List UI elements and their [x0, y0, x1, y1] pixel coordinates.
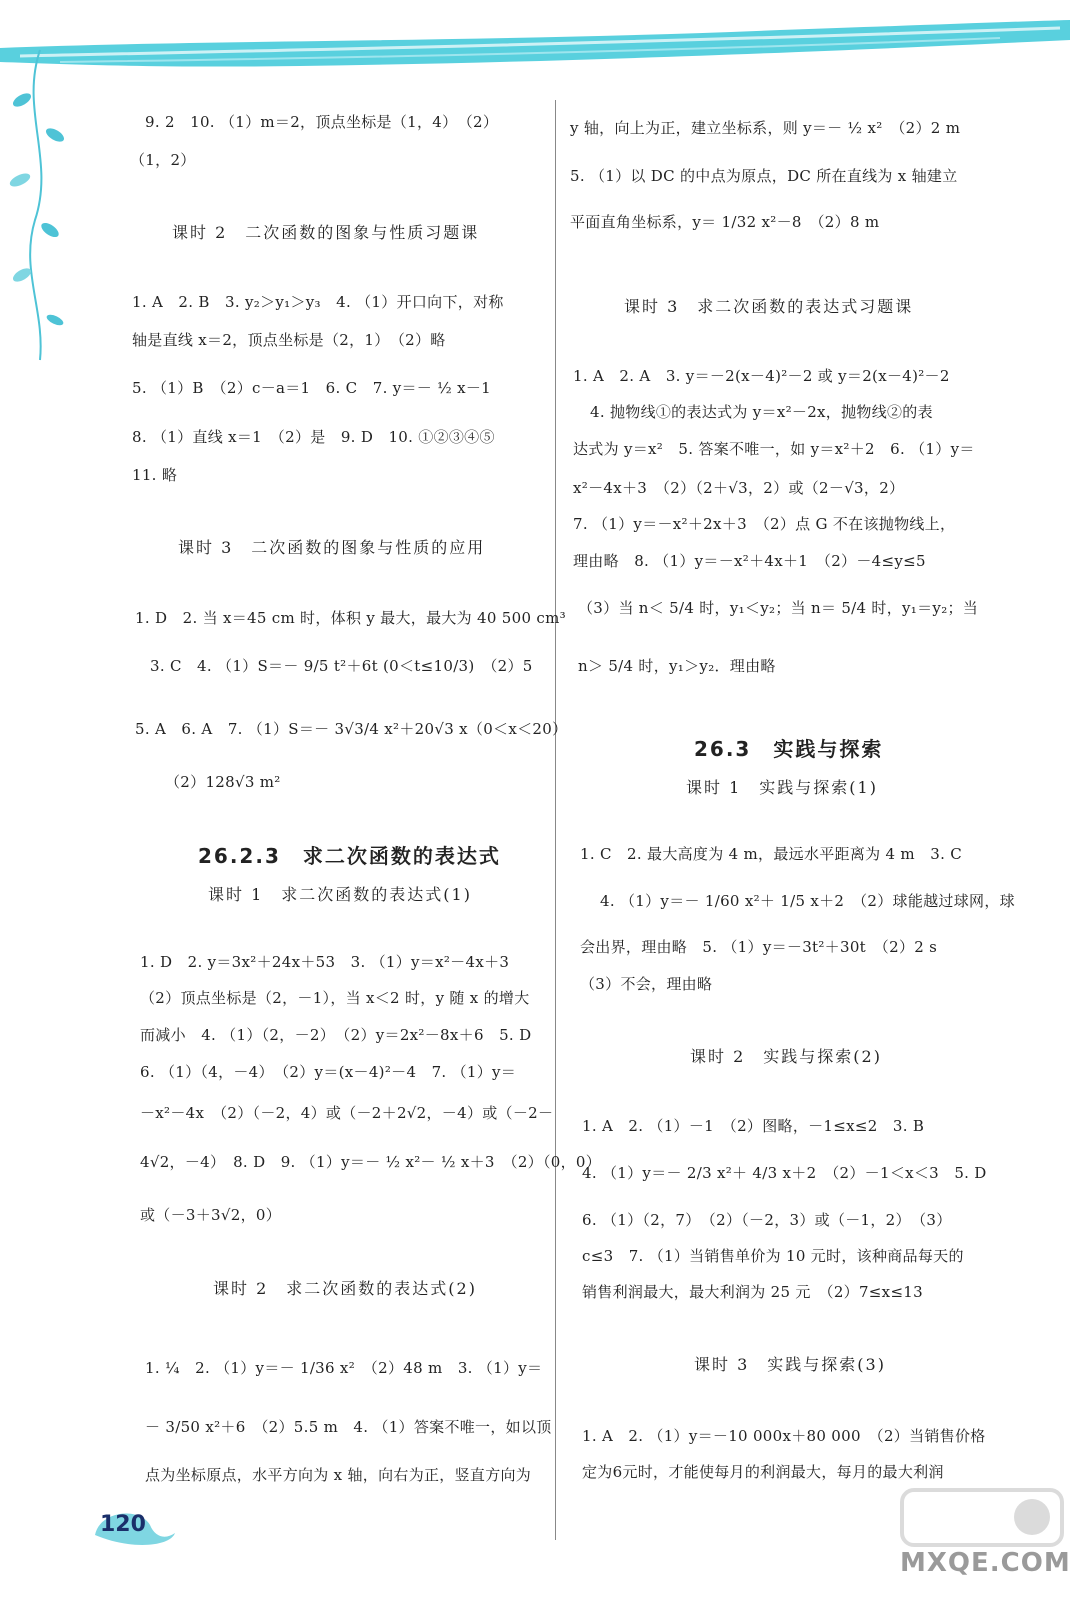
answer-line: 平面直角坐标系，y＝ 1/32 x²－8 （2）8 m — [570, 213, 880, 231]
answer-line: 定为6元时，才能使每月的利润最大，每月的最大利润 — [582, 1463, 944, 1481]
answer-line: 1. A 2. B 3. y₂＞y₁＞y₃ 4. （1）开口向下，对称 — [132, 293, 504, 311]
answer-line: 1. D 2. 当 x＝45 cm 时，体积 y 最大，最大为 40 500 cm³ — [135, 609, 566, 627]
answer-line: －x²－4x （2）（－2，4）或（－2＋2√2，－4）或（－2－ — [140, 1104, 554, 1122]
answer-line: 1. D 2. y＝3x²＋24x＋53 3. （1）y＝x²－4x＋3 — [140, 953, 510, 971]
answer-line: 销售利润最大，最大利润为 25 元 （2）7≤x≤13 — [582, 1283, 923, 1301]
lesson-title: 课时 2 二次函数的图象与性质习题课 — [172, 223, 480, 242]
answer-line: n＞ 5/4 时，y₁＞y₂．理由略 — [578, 657, 776, 675]
answer-line: 会出界，理由略 5. （1）y＝－3t²＋30t （2）2 s — [580, 938, 938, 956]
header-banner — [0, 0, 1091, 80]
answer-line: 8. （1）直线 x＝1 （2）是 9. D 10. ①②③④⑤ — [132, 428, 495, 446]
answer-line: 而减小 4. （1）（2，－2） （2）y＝2x²－8x＋6 5. D — [140, 1026, 532, 1044]
page-number: 120 — [100, 1512, 146, 1537]
answer-line: 达式为 y＝x² 5. 答案不唯一，如 y＝x²＋2 6. （1）y＝ — [573, 440, 975, 458]
answer-line: 1. A 2. （1）－1 （2）图略，－1≤x≤2 3. B — [582, 1117, 925, 1135]
vine-decoration-icon — [0, 40, 90, 370]
answer-line: 9. 2 10. （1）m＝2，顶点坐标是（1，4） （2） — [145, 113, 499, 131]
answer-line: 1. A 2. （1）y＝－10 000x＋80 000 （2）当销售价格 — [582, 1427, 986, 1445]
lesson-title: 课时 2 求二次函数的表达式(2) — [213, 1279, 477, 1298]
answer-line: 5. （1）B （2）c－a＝1 6. C 7. y＝－ ½ x－1 — [132, 379, 491, 397]
lesson-title: 课时 2 实践与探索(2) — [690, 1047, 882, 1066]
lesson-title: 课时 3 实践与探索(3) — [694, 1355, 886, 1374]
section-title: 26.2.3 求二次函数的表达式 — [198, 844, 501, 868]
answer-line: 轴是直线 x＝2，顶点坐标是（2，1） （2）略 — [132, 331, 446, 349]
answer-line: （1，2） — [130, 151, 196, 169]
answer-line: 1. A 2. A 3. y＝－2(x－4)²－2 或 y＝2(x－4)²－2 — [573, 367, 950, 385]
answer-line: 7. （1）y＝－x²＋2x＋3 （2）点 G 不在该抛物线上， — [573, 515, 956, 533]
answer-line: 6. （1）（2，7） （2）（－2，3）或（－1，2） （3） — [582, 1211, 952, 1229]
answer-line: （2）128√3 m² — [165, 773, 281, 791]
answer-line: 理由略 8. （1）y＝－x²＋4x＋1 （2）－4≤y≤5 — [573, 552, 926, 570]
answer-line: 5. A 6. A 7. （1）S＝－ 3√3/4 x²＋20√3 x（0＜x＜20） — [135, 720, 568, 738]
answer-line: 6. （1）（4，－4） （2）y＝(x－4)²－4 7. （1）y＝ — [140, 1063, 517, 1081]
answer-line: 1. ¼ 2. （1）y＝－ 1/36 x² （2）48 m 3. （1）y＝ — [145, 1359, 543, 1377]
answer-line: （2）顶点坐标是（2，－1），当 x＜2 时，y 随 x 的增大 — [140, 989, 530, 1007]
lesson-title: 课时 1 求二次函数的表达式(1) — [208, 885, 472, 904]
answer-line: 5. （1）以 DC 的中点为原点，DC 所在直线为 x 轴建立 — [570, 167, 958, 185]
answer-line: 4. （1）y＝－ 1/60 x²＋ 1/5 x＋2 （2）球能越过球网，球 — [600, 892, 1015, 910]
lesson-title: 课时 3 二次函数的图象与性质的应用 — [178, 538, 486, 557]
watermark-text: MXQE.COM — [900, 1548, 1071, 1578]
lesson-title: 课时 1 实践与探索(1) — [686, 778, 878, 797]
lesson-title: 课时 3 求二次函数的表达式习题课 — [624, 297, 914, 316]
column-divider — [555, 100, 556, 1540]
answer-line: 11. 略 — [132, 466, 178, 484]
answer-line: 3. C 4. （1）S＝－ 9/5 t²＋6t (0＜t≤10/3) （2）5 — [150, 657, 533, 675]
answer-line: x²－4x＋3 （2）（2＋√3，2）或（2－√3，2） — [573, 479, 905, 497]
answer-line: 4. （1）y＝－ 2/3 x²＋ 4/3 x＋2 （2）－1＜x＜3 5. D — [582, 1164, 987, 1182]
answer-line: 4√2，－4） 8. D 9. （1）y＝－ ½ x²－ ½ x＋3 （2）（0，0） — [140, 1153, 602, 1171]
answer-line: c≤3 7. （1）当销售单价为 10 元时，该种商品每天的 — [582, 1247, 964, 1265]
answer-line: － 3/50 x²＋6 （2）5.5 m 4. （1）答案不唯一，如以顶 — [145, 1418, 552, 1436]
answer-line: 或（－3＋3√2，0） — [140, 1206, 282, 1224]
answer-line: （3）不会，理由略 — [580, 975, 713, 993]
answer-line: y 轴，向上为正，建立坐标系，则 y＝－ ½ x² （2）2 m — [570, 119, 961, 137]
answer-line: 点为坐标原点，水平方向为 x 轴，向右为正，竖直方向为 — [145, 1466, 532, 1484]
answer-line: 4. 抛物线①的表达式为 y＝x²－2x，抛物线②的表 — [590, 403, 933, 421]
answer-line: （3）当 n＜ 5/4 时，y₁＜y₂；当 n＝ 5/4 时，y₁＝y₂；当 — [578, 599, 979, 617]
section-title: 26.3 实践与探索 — [694, 737, 884, 761]
answer-line: 1. C 2. 最大高度为 4 m，最远水平距离为 4 m 3. C — [580, 845, 963, 863]
